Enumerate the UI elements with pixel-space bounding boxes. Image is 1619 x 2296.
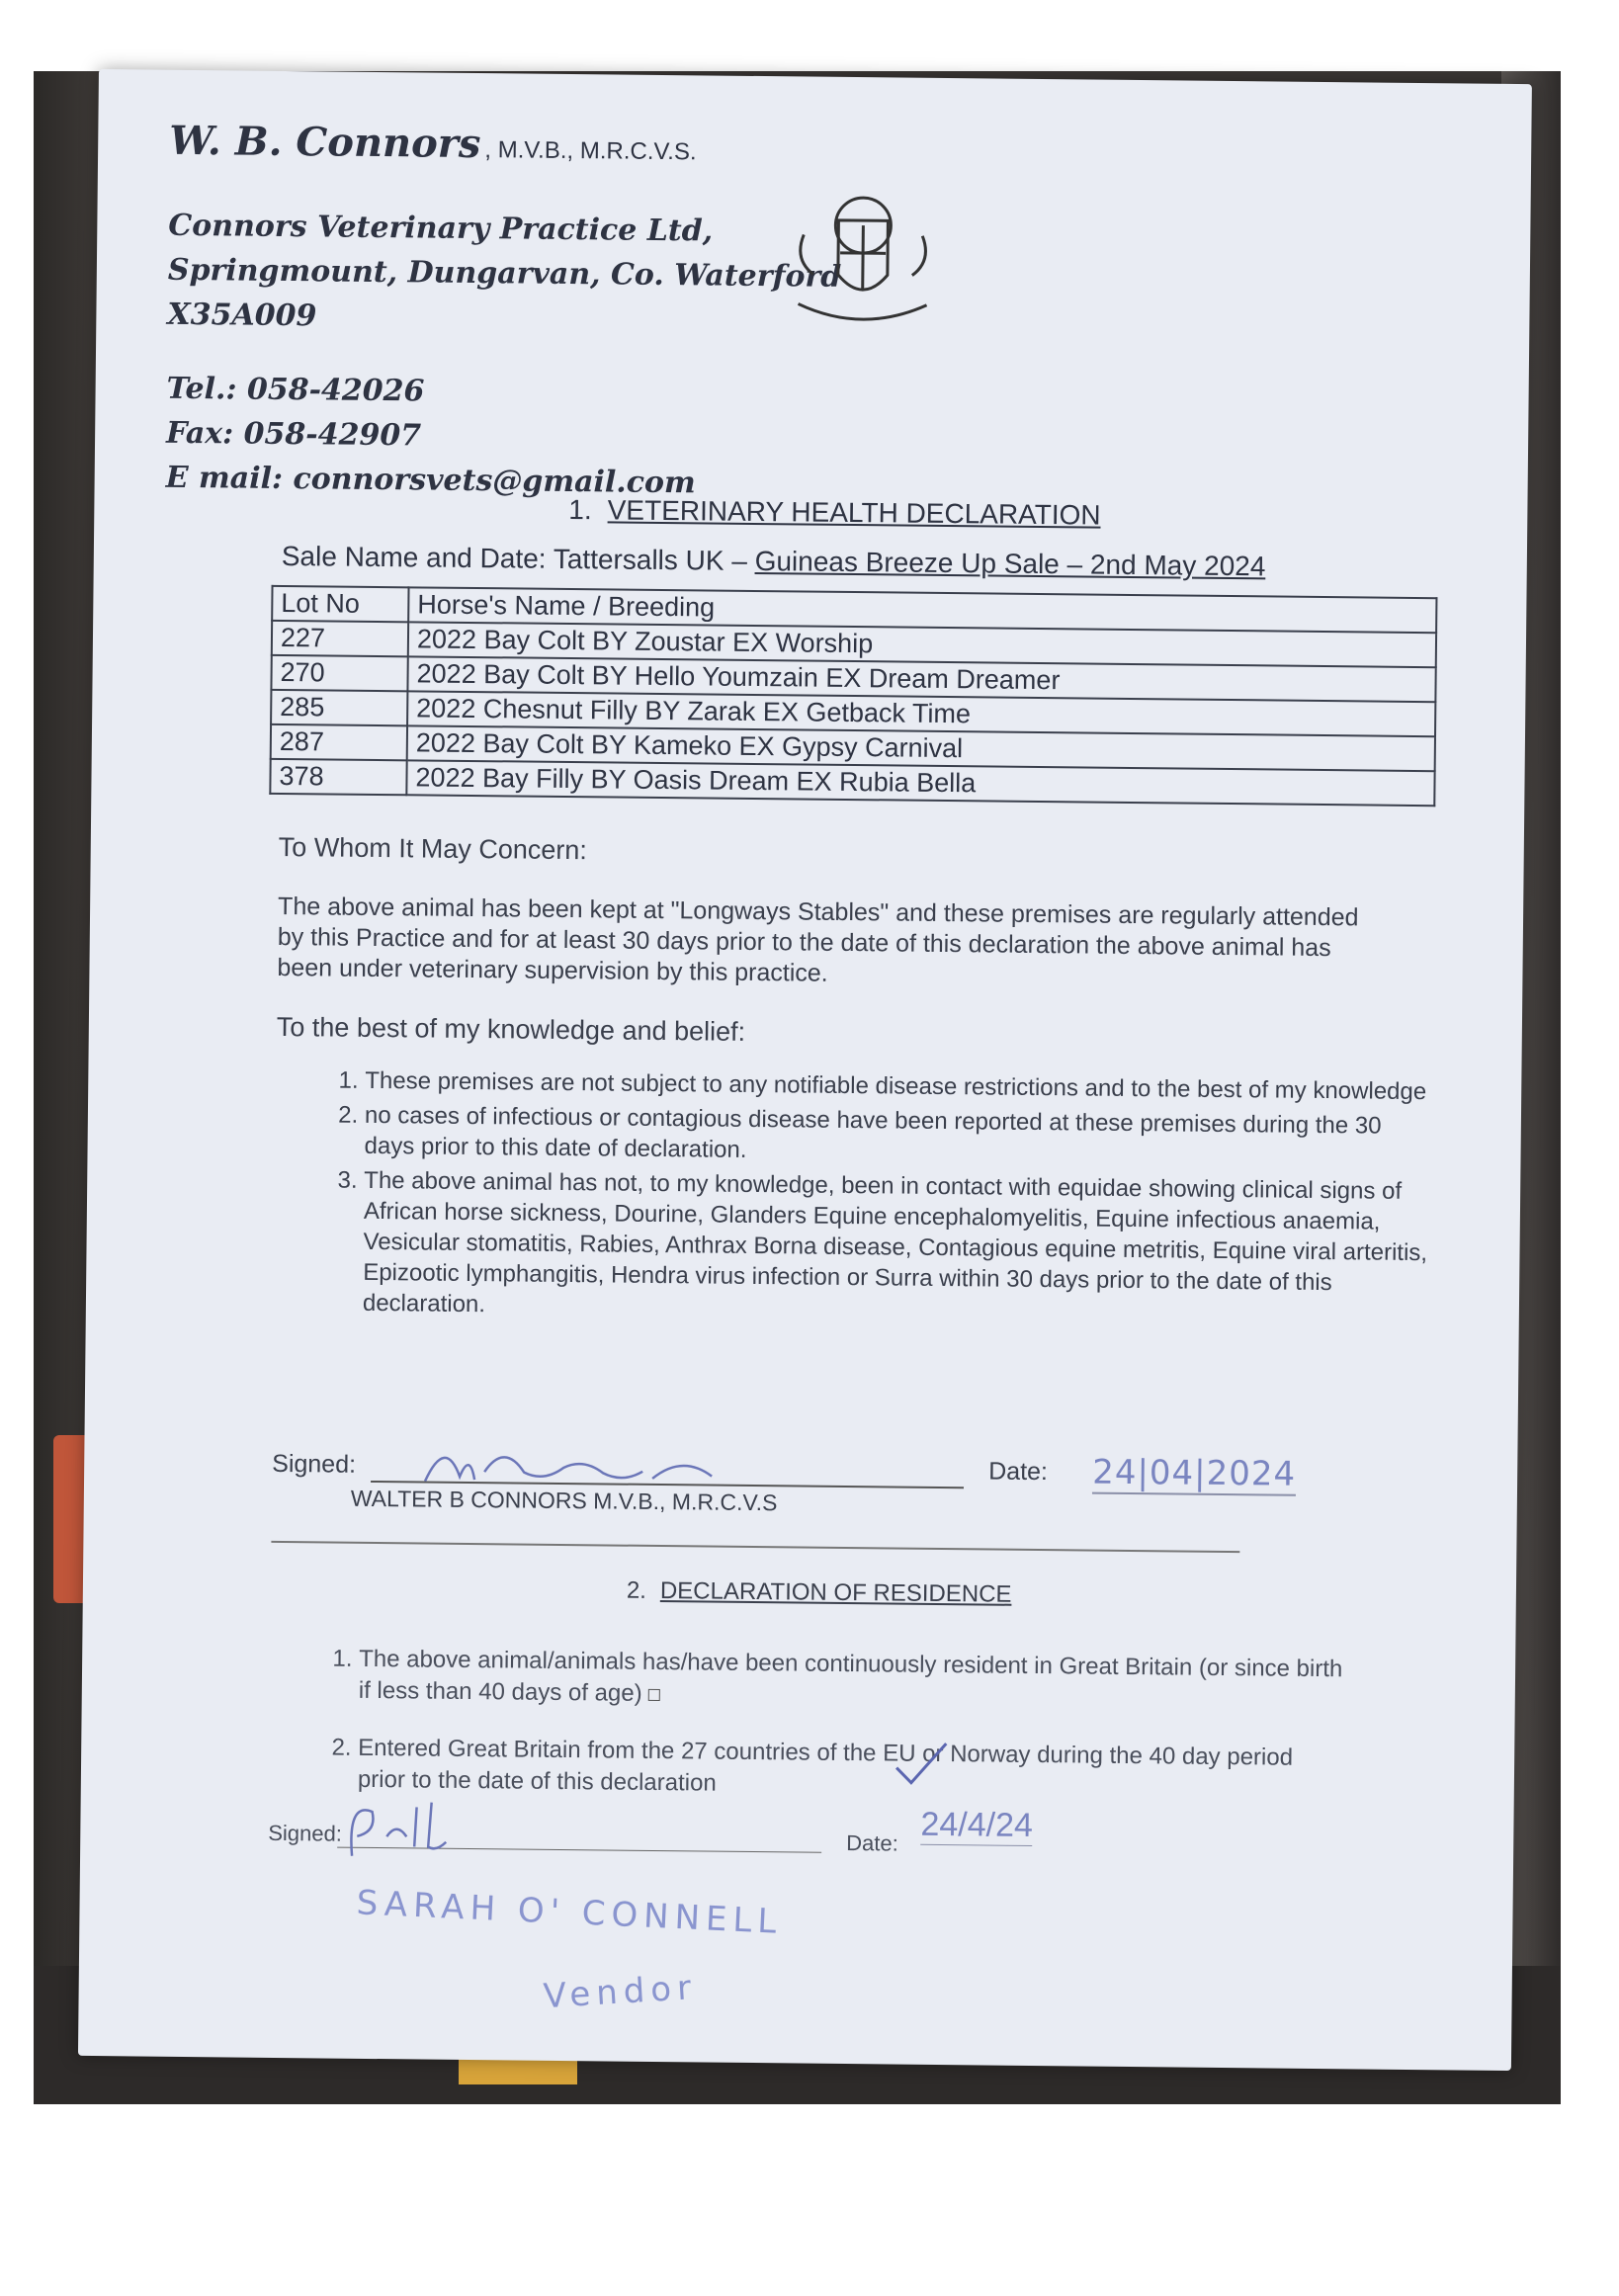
lots-table <box>269 585 1437 807</box>
section1-heading <box>568 494 1101 532</box>
list-item: 2. no cases of infectious or contagious disease have been reported at these premises during the 30 days prior to this date of declaration. <box>364 1100 1432 1172</box>
horse-breeding: 2022 Bay Colt BY Hello Youmzain EX Dream Dreamer <box>407 656 1435 702</box>
horse-breeding: 2022 Chesnut Filly BY Zarak EX Getback Time <box>407 691 1435 736</box>
header-horse-name: Horse's Name / Breeding <box>408 587 1436 633</box>
date-label: Date: <box>846 1830 898 1856</box>
header-lot-no: Lot No <box>272 586 408 622</box>
vet-printed-name: WALTER B CONNORS M.V.B., M.R.C.V.S <box>350 1485 778 1516</box>
checkbox-icon <box>648 1689 660 1701</box>
practice-email: E mail: connorsvets@gmail.com <box>165 460 696 501</box>
lot-number: 270 <box>271 655 407 691</box>
horse-breeding: 2022 Bay Filly BY Oasis Dream EX Rubia Bella <box>406 760 1434 806</box>
date-value: 24/4/24 <box>920 1805 1034 1844</box>
list-item: 1. These premises are not subject to any notifiable disease restrictions and to the best of my knowledge <box>365 1065 1432 1107</box>
lot-number: 285 <box>271 690 407 725</box>
section2-title: DECLARATION OF RESIDENCE <box>659 1577 1012 1608</box>
crest-seal-icon <box>778 165 948 335</box>
section2-number: 2. <box>626 1576 647 1604</box>
residence-list <box>317 1643 1347 1831</box>
check-mark-icon <box>892 1738 952 1788</box>
vet-qualifications: , M.V.B., M.R.C.V.S. <box>484 136 697 166</box>
salutation: To Whom It May Concern: <box>278 831 588 866</box>
handwritten-signature <box>415 1431 742 1493</box>
practice-tel: Tel.: 058-42026 <box>166 371 425 409</box>
list-item <box>359 1644 1348 1717</box>
section1-title: VETERINARY HEALTH DECLARATION <box>607 494 1101 531</box>
declaration-list <box>323 1064 1433 1333</box>
section2-heading <box>627 1577 1012 1609</box>
horse-breeding: 2022 Bay Colt BY Kameko EX Gypsy Carnival <box>407 725 1435 771</box>
date-label: Date: <box>988 1457 1049 1487</box>
handwritten-vendor-name: SARAH O' CONNELL <box>355 1883 784 1942</box>
lot-number: 227 <box>272 621 408 656</box>
practice-name: Connors Veterinary Practice Ltd, <box>168 208 714 249</box>
practice-fax: Fax: 058-42907 <box>165 415 422 454</box>
practice-eircode: X35A009 <box>167 297 317 334</box>
letterhead <box>165 118 842 507</box>
sale-name-line <box>282 541 1266 582</box>
handwritten-signature <box>337 1792 457 1862</box>
divider <box>271 1541 1239 1553</box>
sale-prefix: Sale Name and Date: Tattersalls UK – <box>281 540 755 576</box>
signed-label: Signed: <box>268 1820 343 1846</box>
residence-item-text: The above animal/animals has/have been continuously resident in Great Britain (or since birth if less than 40 days of age) <box>358 1645 1343 1707</box>
list-item: 2. Entered Great Britain from the 27 countries of the EU or Norway during the 40 day period prior to the date of this declaration <box>358 1733 1347 1806</box>
practice-address: Springmount, Dungarvan, Co. Waterford <box>167 252 842 295</box>
declaration-paragraph: The above animal has been kept at "Longways Stables" and these premises are regularly attended by this Practice and for at least 30 days prior to the date of this declaration the above animal has been under veterinary supervision by this practice. <box>277 892 1359 987</box>
vet-signature-row <box>272 1449 1379 1494</box>
vet-name-heading: W. B. Connors <box>169 117 481 168</box>
section1-number: 1. <box>568 494 592 526</box>
list-item: 3. The above animal has not, to my knowledge, been in contact with equidae showing clinical signs of African horse sickness, Dourine, Glanders Equine encephalomyelitis, Equine infectious anaemia, Vesicular stomatitis, Rabies, Anthrax Borna disease, Contagious equine metritis, Equine viral arteritis, Epizootic lymphangitis, Hendra virus infection or Surra within 30 days prior to the date of this declaration. <box>363 1165 1432 1329</box>
lot-number: 287 <box>271 724 407 760</box>
sale-name: Guineas Breeze Up Sale – 2nd May 2024 <box>754 545 1266 582</box>
belief-statement: To the best of my knowledge and belief: <box>276 1011 746 1047</box>
document-sheet <box>78 69 1532 2071</box>
horse-breeding: 2022 Bay Colt BY Zoustar EX Worship <box>408 622 1436 667</box>
letterhead-name-line <box>169 118 843 171</box>
lot-number: 378 <box>270 759 406 795</box>
handwritten-vendor-role: Vendor <box>542 1968 699 2017</box>
signed-label: Signed: <box>272 1449 357 1479</box>
date-value: 24|04|2024 <box>1091 1452 1297 1494</box>
